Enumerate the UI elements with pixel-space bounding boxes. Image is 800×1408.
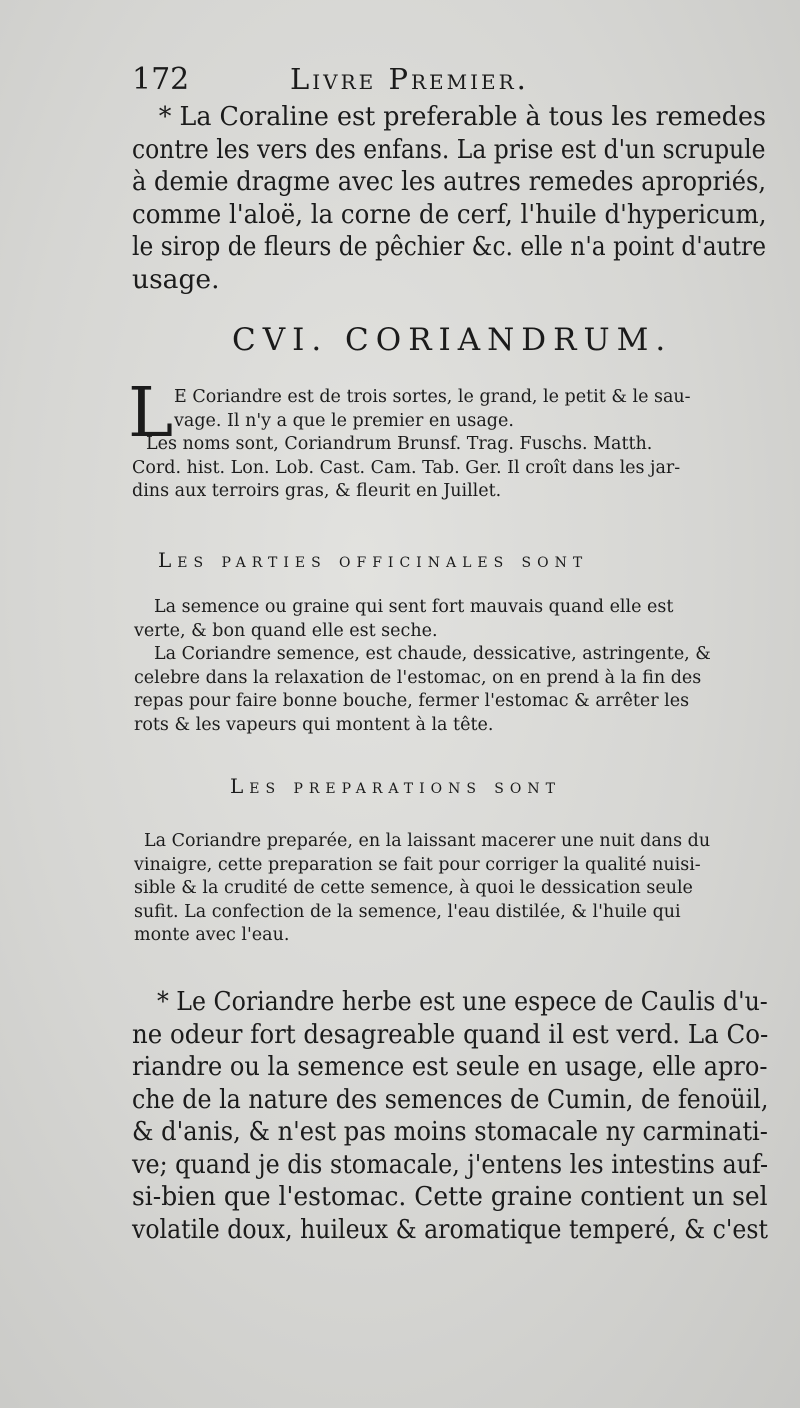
intro-paragraph [132, 101, 768, 296]
text-line: vinaigre, cette preparation se fait pour corriger la qualité nuisi- [134, 854, 701, 875]
text-line: volatile doux, huileux & aromatique temperé, & c'est [132, 1213, 768, 1245]
text-line: riandre ou la semence est seule en usage, elle apro- [132, 1051, 768, 1082]
text-line: si-bien que l'estomac. Cette graine contient un sel [132, 1181, 768, 1212]
text-line: monte avec l'eau. [134, 925, 290, 945]
text-line: sufit. La confection de la semence, l'eau distilée, & l'huile qui [134, 901, 681, 922]
text-line: & d'anis, & n'est pas moins stomacale ny carminati- [132, 1116, 768, 1147]
text-line: * La Coraline est preferable à tous les remedes [158, 101, 767, 132]
text-line: dins aux terroirs gras, & fleurit en Juillet. [132, 481, 502, 501]
text-line: à demie dragme avec les autres remedes apropriés, [132, 166, 767, 197]
parts-heading: Les parties officinales sont [158, 548, 589, 572]
page-number: 172 [132, 62, 190, 97]
section-heading: CVI. CORIANDRUM. [232, 322, 673, 358]
closing-paragraph [132, 986, 770, 1246]
text-line: rots & les vapeurs qui montent à la tête. [134, 714, 494, 735]
preparations-text [134, 830, 768, 948]
text-line: Cord. hist. Lon. Lob. Cast. Cam. Tab. Ger. Il croît dans les jar- [132, 457, 681, 478]
text-line: * Le Coriandre herbe est une espece de Caulis d'u- [156, 986, 768, 1017]
text-line: La Coriandre preparée, en la laissant macerer une nuit dans du [144, 831, 711, 851]
text-line: le sirop de fleurs de pêchier &c. elle n'a point d'autre [132, 231, 767, 262]
text-line: ne odeur fort desagreable quand il est verd. La Co- [132, 1018, 769, 1050]
text-line: verte, & bon quand elle est seche. [134, 620, 438, 641]
page-header [132, 58, 732, 100]
text-line: celebre dans la relaxation de l'estomac, on en prend à la fin des [134, 667, 702, 688]
parts-text [134, 596, 768, 737]
text-line: che de la nature des semences de Cumin, de fenoüil, [132, 1083, 769, 1115]
text-line: vage. Il n'y a que le premier en usage. [174, 410, 514, 431]
text-line: La semence ou graine qui sent fort mauvais quand elle est [154, 597, 674, 617]
text-line: contre les vers des enfans. La prise est d'un scrupule [132, 133, 766, 165]
description-block [132, 386, 772, 504]
preparations-heading: Les preparations sont [230, 774, 561, 798]
text-line: repas pour faire bonne bouche, fermer l'estomac & arrêter les [134, 691, 690, 711]
text-line: E Coriandre est de trois sortes, le grand, le petit & le sau- [174, 387, 691, 407]
drop-cap: L [128, 374, 174, 453]
text-line: comme l'aloë, la corne de cerf, l'huile d'hypericum, [132, 198, 767, 230]
text-line: ve; quand je dis stomacale, j'entens les intestins auf- [132, 1148, 769, 1180]
text-line: sible & la crudité de cette semence, à quoi le dessication seule [134, 878, 693, 898]
text-line: usage. [132, 263, 220, 295]
text-line: Les noms sont, Coriandrum Brunsf. Trag. Fuschs. Matth. [146, 434, 653, 454]
running-title: Livre Premier. [290, 62, 529, 96]
text-line: La Coriandre semence, est chaude, dessicative, astringente, & [154, 644, 711, 664]
